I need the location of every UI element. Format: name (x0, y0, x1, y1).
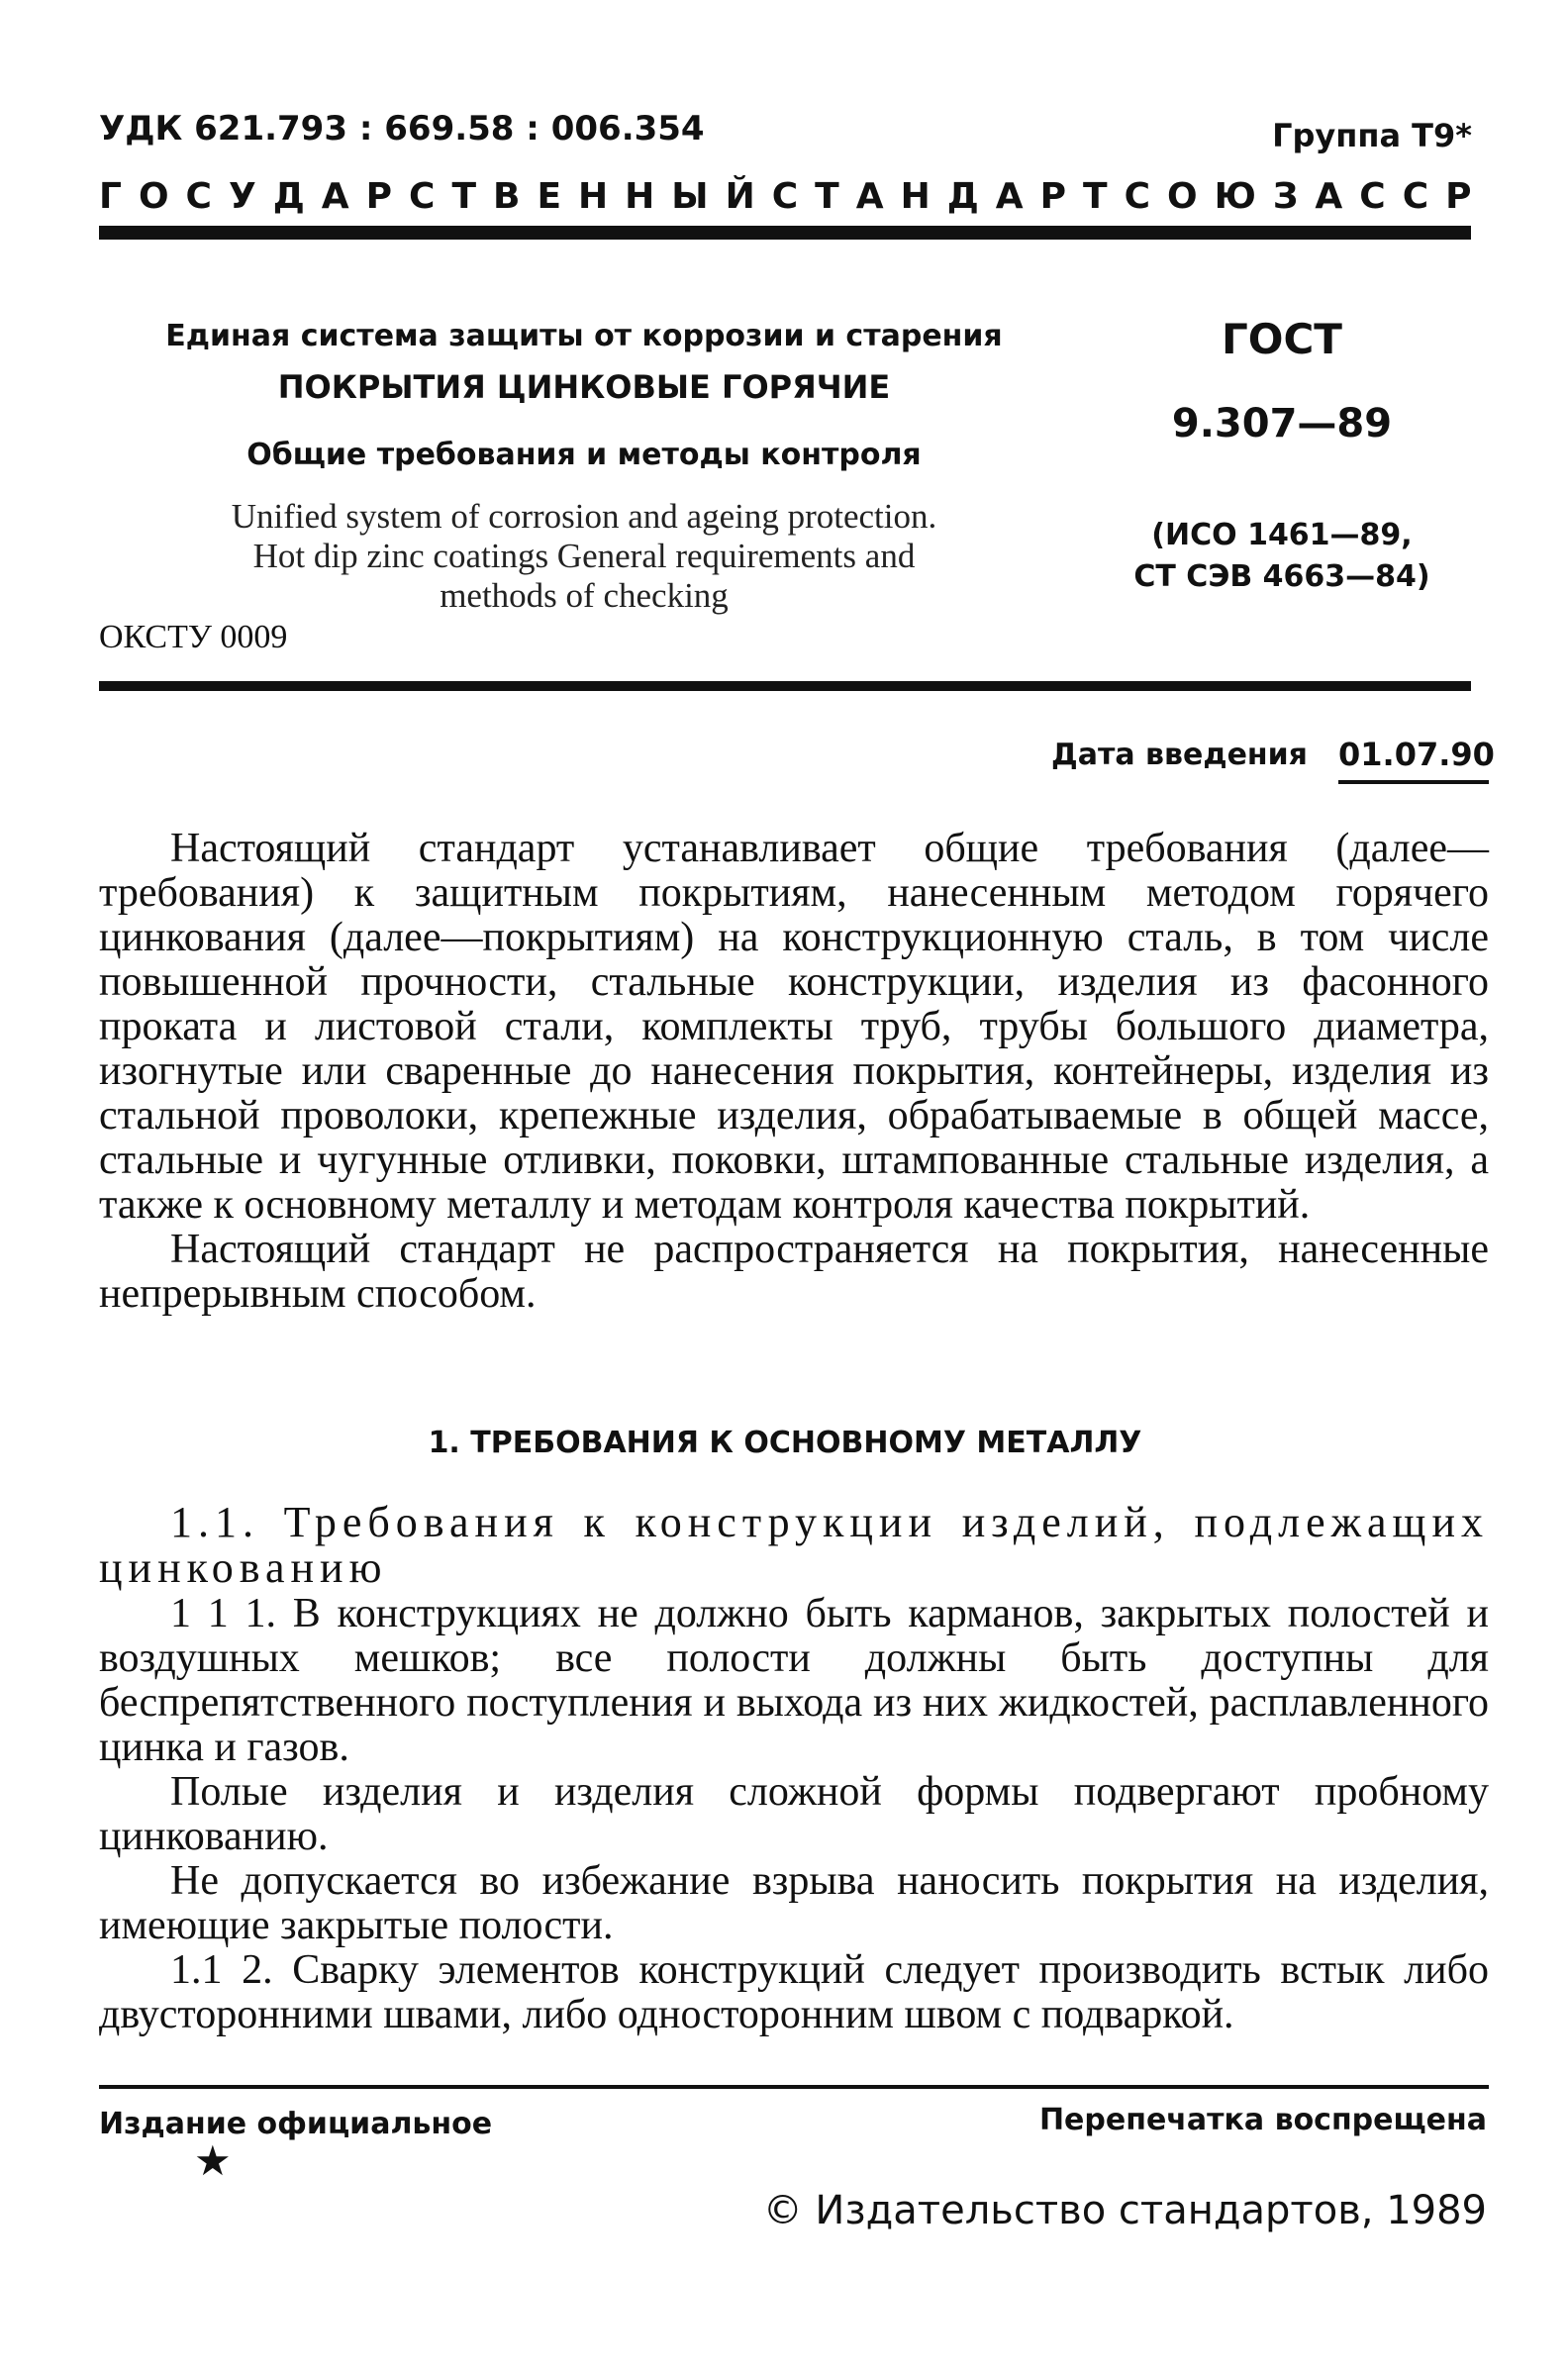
sev-line: СТ СЭВ 4663—84) (1133, 559, 1430, 594)
top-rule (99, 226, 1471, 240)
okstu-code: ОКСТУ 0009 (99, 619, 288, 655)
subsection-heading (99, 1500, 1489, 1591)
footer-rule (99, 2085, 1489, 2089)
section-heading: 1. ТРЕБОВАНИЯ К ОСНОВНОМУ МЕТАЛЛУ (428, 1426, 1142, 1460)
banner-word: СОЮЗА (1124, 176, 1360, 217)
subsection-text: 1.1. Требования к конструкции изделий, подлежащих цинкованию (99, 1498, 1489, 1592)
official-edition: Издание официальное (99, 2107, 493, 2141)
section-paragraph: Полые изделия и изделия сложной формы подвергают пробному цинкованию. (99, 1769, 1489, 1859)
intro-paragraph: Настоящий стандарт устанавливает общие требования (далее—требования) к защитным покрытиям, нанесенным методом горячего цинкования (далее—покрытиям) на конструкционную сталь, в том числе повышенной прочности, стальные конструкции, изделия из фасонного проката и листовой стали, комплекты труб, трубы большого диаметра, изогнутые или сваренные до нанесения покрытия, контейнеры, изделия из стальной проволоки, крепежные изделия, обрабатываемые в общей массе, стальные и чугунные отливки, поковки, штампованные стальные изделия, а также к основному металлу и методам контроля качества покрытий. (99, 826, 1489, 1228)
date-value: 01.07.90 (1338, 736, 1495, 773)
system-title: Единая система защиты от коррозии и старения (165, 319, 1003, 353)
udk-code: УДК 621.793 : 669.58 : 006.354 (99, 109, 705, 148)
banner-word: ГОСУДАРСТВЕННЫЙ (99, 176, 772, 217)
iso-line: (ИСО 1461—89, (1151, 518, 1413, 552)
english-line: Unified system of corrosion and ageing protection. (231, 497, 937, 536)
date-label: Дата введения (1051, 738, 1308, 772)
standard-title: ПОКРЫТИЯ ЦИНКОВЫЕ ГОРЯЧИЕ (277, 368, 891, 406)
date-underline (1338, 780, 1489, 784)
section-body (99, 1592, 1489, 2037)
reprint-notice: Перепечатка воспрещена (1038, 2103, 1487, 2137)
star-icon: ★ (194, 2136, 232, 2185)
section-paragraph: 1 1 1. В конструкциях не должно быть карманов, закрытых полостей и воздушных мешков; все полости должны быть доступны для беспрепятственного поступления и выхода из них жидкостей, расплавленного цинка и газов. (99, 1591, 1489, 1770)
banner-word: СТАНДАРТ (771, 176, 1125, 217)
intro-paragraph: Настоящий стандарт не распространяется на покрытия, нанесенные непрерывным способом. (99, 1227, 1489, 1317)
state-standard-banner (99, 176, 1489, 217)
english-line: Hot dip zinc coatings General requirements and (252, 537, 916, 575)
iso-reference (1089, 515, 1475, 598)
banner-word: ССР (1359, 176, 1489, 217)
intro-text (99, 827, 1489, 1317)
group-code: Группа Т9* (1272, 117, 1472, 154)
section-paragraph: 1.1 2. Сварку элементов конструкций следует производить встык либо двусторонними швами, либо односторонним швом с подваркой. (99, 1947, 1489, 2037)
gost-label: ГОСТ (1222, 315, 1342, 363)
standard-subtitle: Общие требования и методы контроля (246, 438, 922, 472)
title-bottom-rule (99, 681, 1471, 691)
copyright-notice: © Издательство стандартов, 1989 (762, 2188, 1487, 2233)
english-title (99, 497, 1069, 616)
gost-number: 9.307—89 (1171, 401, 1393, 446)
english-line: methods of checking (440, 576, 729, 615)
section-paragraph: Не допускается во избежание взрыва наносить покрытия на изделия, имеющие закрытые полости. (99, 1858, 1489, 1948)
